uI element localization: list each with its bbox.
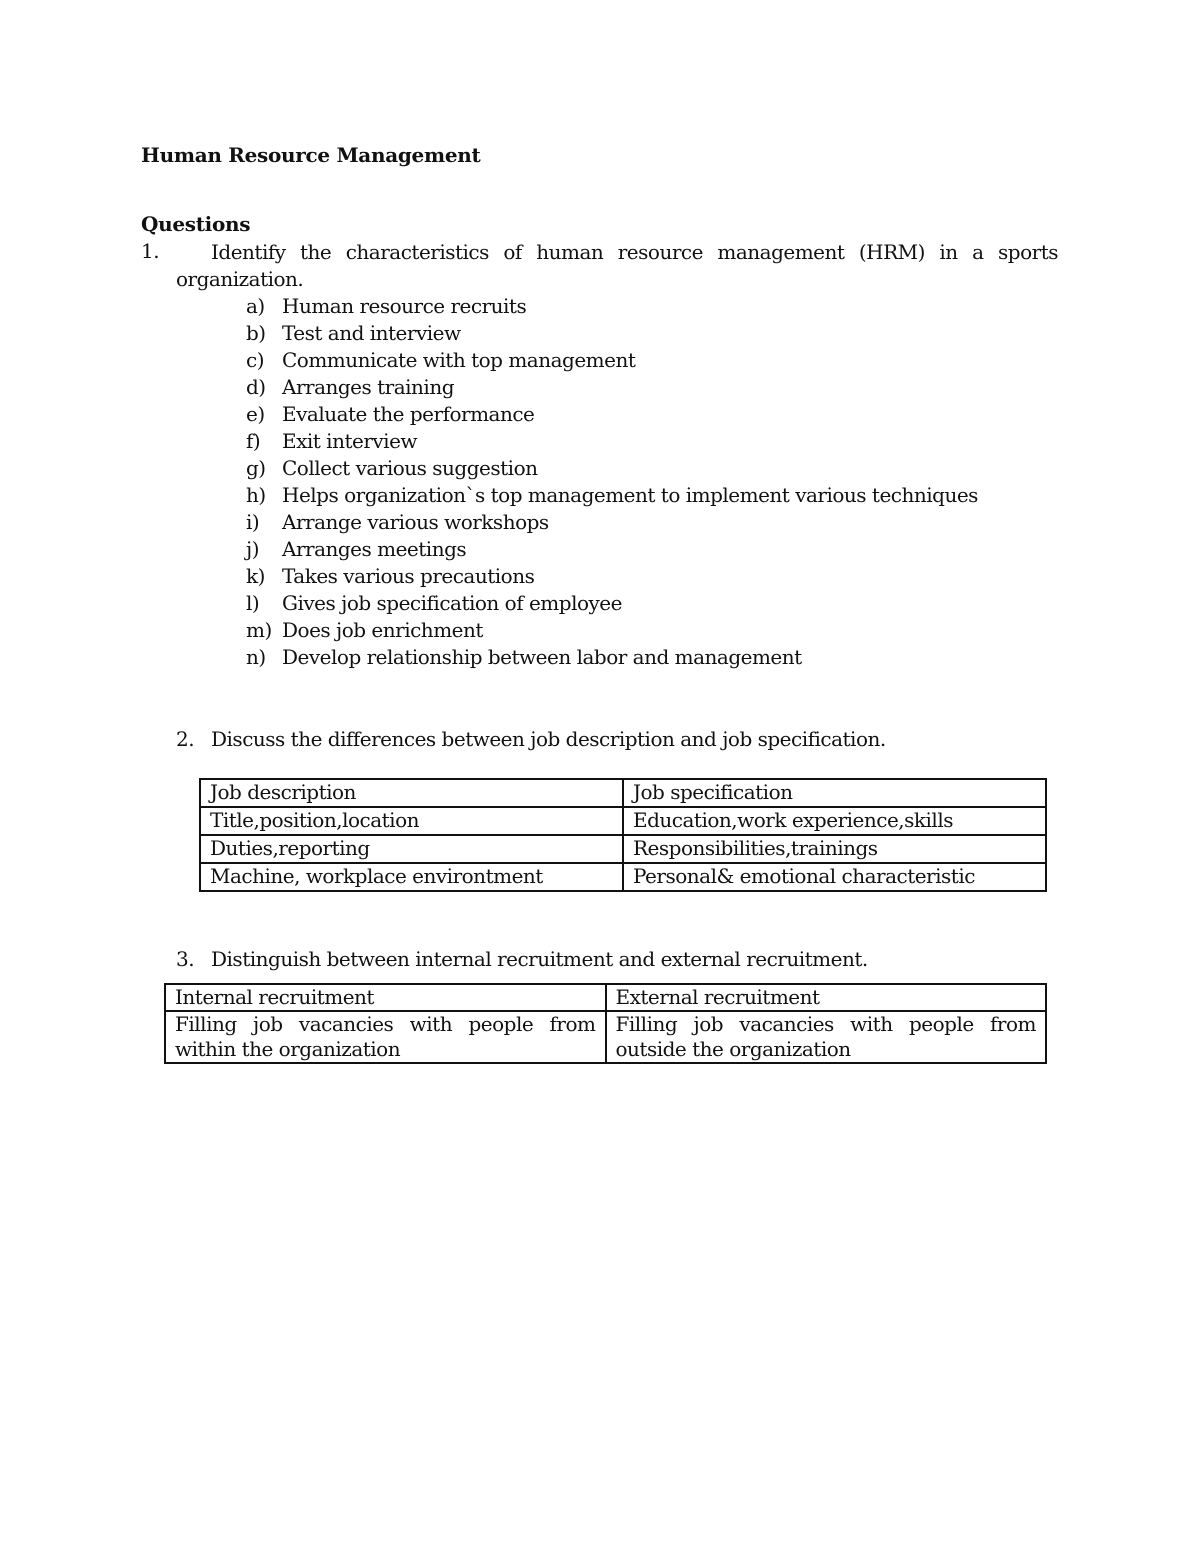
list-item-text: Exit interview — [282, 429, 418, 453]
table-cell: Job description — [200, 779, 623, 807]
table-cell: Title,position,location — [200, 807, 623, 835]
list-item — [246, 590, 978, 617]
list-marker: k) — [246, 564, 265, 588]
table-cell: Personal& emotional characteristic — [623, 863, 1046, 891]
list-marker: i) — [246, 510, 260, 534]
table-row — [200, 779, 1046, 807]
list-item — [246, 320, 978, 347]
list-item — [246, 617, 978, 644]
table-row — [165, 984, 1046, 1011]
list-item — [246, 401, 978, 428]
table-cell: Machine, workplace environtment — [200, 863, 623, 891]
table-row — [165, 1011, 1046, 1063]
list-item-text: Arrange various workshops — [282, 510, 549, 534]
internal-vs-external-recruitment-table — [164, 983, 1047, 1064]
table-cell: Job specification — [623, 779, 1046, 807]
list-item-text: Test and interview — [282, 321, 461, 345]
list-marker: e) — [246, 402, 265, 426]
list-item-text: Human resource recruits — [282, 294, 527, 318]
table-row — [200, 863, 1046, 891]
questions-heading: Questions — [141, 212, 251, 236]
list-item — [246, 509, 978, 536]
list-item — [246, 347, 978, 374]
question-2-number: 2. — [176, 727, 195, 751]
question-2-text: Discuss the differences between job description and job specification. — [211, 727, 886, 751]
list-marker: h) — [246, 483, 266, 507]
list-item — [246, 293, 978, 320]
list-item-text: Gives job specification of employee — [282, 591, 622, 615]
table-row — [200, 807, 1046, 835]
table-cell: Filling job vacancies with people from outside the organization — [606, 1011, 1047, 1063]
list-marker: n) — [246, 645, 266, 669]
list-item-text: Arranges training — [282, 375, 455, 399]
list-marker: l) — [246, 591, 260, 615]
document-title: Human Resource Management — [141, 143, 481, 167]
list-marker: d) — [246, 375, 266, 399]
table-cell: Internal recruitment — [165, 984, 606, 1011]
table-cell: Education,work experience,skills — [623, 807, 1046, 835]
list-item-text: Develop relationship between labor and management — [282, 645, 802, 669]
table-row — [200, 835, 1046, 863]
table-cell: Duties,reporting — [200, 835, 623, 863]
list-item-text: Communicate with top management — [282, 348, 636, 372]
list-item-text: Takes various precautions — [282, 564, 535, 588]
list-item — [246, 374, 978, 401]
list-marker: g) — [246, 456, 266, 480]
list-marker: a) — [246, 294, 265, 318]
question-2 — [176, 727, 886, 751]
list-item-text: Evaluate the performance — [282, 402, 535, 426]
list-marker: j) — [246, 537, 260, 561]
list-item — [246, 536, 978, 563]
list-item — [246, 563, 978, 590]
question-1-number: 1. — [141, 239, 160, 263]
list-item-text: Collect various suggestion — [282, 456, 538, 480]
list-marker: c) — [246, 348, 265, 372]
list-marker: m) — [246, 618, 272, 642]
question-1-text: Identify the characteristics of human resource management (HRM) in a sports organization. — [176, 240, 1058, 291]
table-cell: Filling job vacancies with people from within the organization — [165, 1011, 606, 1063]
job-description-vs-specification-table — [199, 778, 1047, 892]
list-marker: f) — [246, 429, 261, 453]
list-item — [246, 455, 978, 482]
question-3-text: Distinguish between internal recruitment and external recruitment. — [211, 947, 868, 971]
list-item-text: Arranges meetings — [282, 537, 467, 561]
list-item — [246, 644, 978, 671]
list-item — [246, 482, 978, 509]
table-cell: Responsibilities,trainings — [623, 835, 1046, 863]
question-1-answer-list — [246, 293, 978, 671]
list-marker: b) — [246, 321, 266, 345]
list-item — [246, 428, 978, 455]
question-3 — [176, 947, 868, 971]
list-item-text: Helps organization`s top management to implement various techniques — [282, 483, 978, 507]
question-3-number: 3. — [176, 947, 195, 971]
table-cell: External recruitment — [606, 984, 1047, 1011]
list-item-text: Does job enrichment — [282, 618, 483, 642]
